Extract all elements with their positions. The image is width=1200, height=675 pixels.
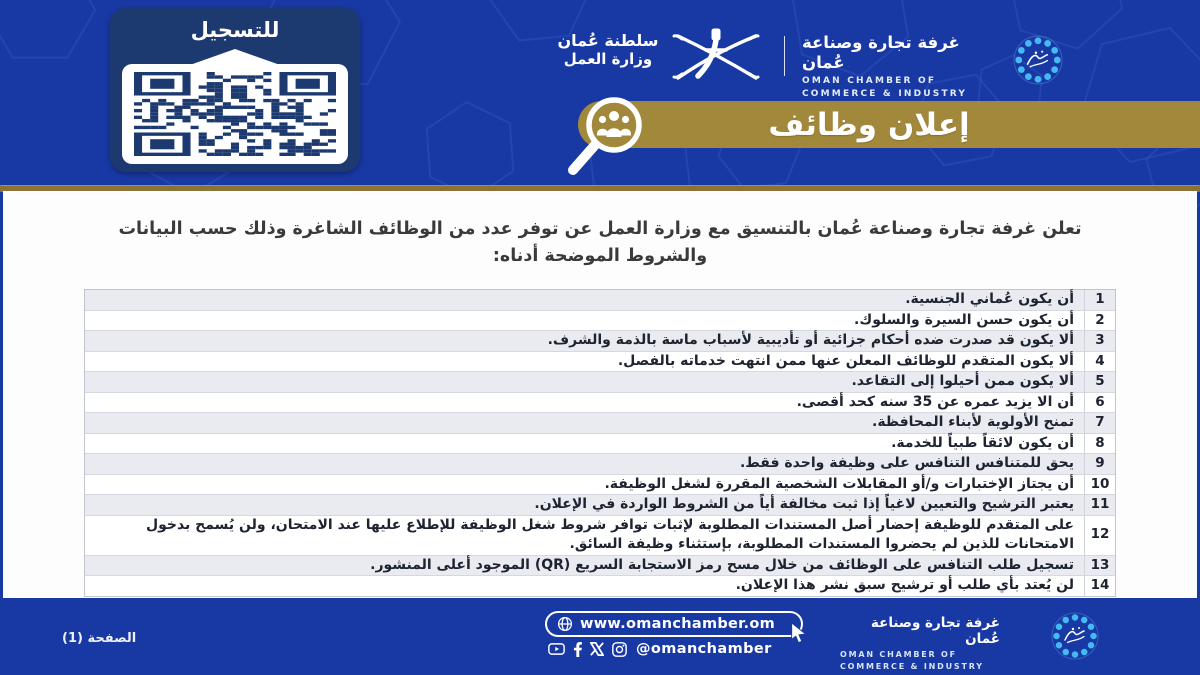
chamber-wordmark (802, 33, 992, 101)
table-row (85, 434, 1115, 455)
footer-chamber-name-english: OMAN CHAMBER OF COMMERCE & INDUSTRY (840, 650, 984, 672)
table-row (85, 495, 1115, 516)
footer-chamber-wordmark (840, 615, 1000, 673)
condition-number: 14 (1084, 576, 1115, 596)
condition-number: 8 (1084, 434, 1115, 454)
table-row (85, 516, 1115, 556)
qr-panel (122, 64, 348, 164)
condition-number: 3 (1084, 331, 1115, 351)
condition-text: أن يكون حسن السيرة والسلوك. (854, 311, 1074, 328)
chamber-roundel-logo (1050, 611, 1100, 661)
instagram-icon[interactable] (612, 642, 627, 657)
condition-text: يحق للمتنافس التنافس على وظيفة واحدة فقط. (739, 455, 1074, 472)
social-handle[interactable]: @omanchamber (636, 641, 772, 657)
table-row (85, 413, 1115, 434)
table-row (85, 290, 1115, 311)
table-row (85, 331, 1115, 352)
condition-number: 9 (1084, 454, 1115, 474)
table-row (85, 454, 1115, 475)
condition-number: 7 (1084, 413, 1115, 433)
qr-badge-label: للتسجيل (190, 18, 280, 42)
footer-chamber-name-arabic: غرفة تجارة وصناعة عُمان (870, 615, 1000, 648)
condition-number: 11 (1084, 495, 1115, 515)
condition-number: 4 (1084, 352, 1115, 372)
table-row (85, 393, 1115, 414)
table-row (85, 311, 1115, 332)
condition-text: ألا يكون المتقدم للوظائف المعلن عنها ممن انتهت خدماته بالفصل. (617, 352, 1074, 369)
ministry-name-line1: سلطنة عُمان (557, 31, 659, 50)
cursor-pointer-icon (789, 622, 809, 644)
condition-number: 5 (1084, 372, 1115, 392)
chamber-name-english: OMAN CHAMBER OF COMMERCE & INDUSTRY (802, 75, 968, 99)
condition-text: تسجيل طلب التنافس على الوظائف من خلال مسح رمز الاستجابة السريع (QR) الموجود أعلى المنشور. (370, 556, 1074, 573)
header-divider (784, 36, 785, 76)
condition-number: 6 (1084, 393, 1115, 413)
condition-text: يعتبر الترشيح والتعيين لاغياً إذا ثبت مخالفة أياً من الشروط الواردة في الإعلان. (534, 496, 1074, 513)
condition-text: أن يكون لائقاً طبياً للخدمة. (891, 434, 1074, 451)
chamber-roundel-logo (1012, 34, 1064, 86)
ministry-name-line2: وزارة العمل (563, 50, 653, 69)
youtube-icon[interactable] (548, 642, 565, 656)
content-panel (3, 191, 1197, 598)
condition-text: ألا يكون ممن أحيلوا إلى التقاعد. (851, 373, 1074, 390)
facebook-icon[interactable] (573, 642, 582, 657)
registration-qr-badge[interactable] (110, 8, 360, 172)
intro-paragraph: تعلن غرفة تجارة وصناعة عُمان بالتنسيق مع وزارة العمل عن توفر عدد من الوظائف الشاغرة وذلك حسب البيانات والشروط الموضحة أدناه: (118, 219, 1082, 266)
footer-bar (0, 598, 1200, 675)
chamber-name-arabic: غرفة تجارة وصناعة عُمان (802, 33, 960, 72)
condition-number: 2 (1084, 311, 1115, 331)
condition-text: على المتقدم للوظيفة إحضار أصل المستندات المطلوبة لإثبات توافر شروط شغل الوظيفة للإطلاع عليها عند الامتحان، ولن يُسمح بدخول الامتحانات للذين لم يحضروا المستندات المطلوبة، بإستثناء وظيفة السائق. (145, 516, 1074, 553)
condition-number: 13 (1084, 556, 1115, 576)
table-row (85, 372, 1115, 393)
table-row (85, 352, 1115, 373)
condition-text: تمنح الأولوية لأبناء المحافظة. (872, 414, 1074, 431)
website-url: www.omanchamber.om (580, 616, 776, 632)
condition-number: 1 (1084, 290, 1115, 310)
table-row (85, 576, 1115, 596)
condition-number: 10 (1084, 475, 1115, 495)
qr-code[interactable] (134, 72, 336, 156)
jobs-search-magnifier-icon (562, 88, 654, 184)
condition-text: لن يُعتد بأي طلب أو ترشيح سبق نشر هذا الإعلان. (735, 577, 1074, 594)
condition-number: 12 (1084, 516, 1115, 555)
oman-national-emblem-icon (668, 26, 764, 86)
globe-icon (557, 616, 573, 632)
x-icon[interactable] (590, 642, 604, 656)
condition-text: ألا يكون قد صدرت ضده أحكام جزائية أو تأديبية لأسباب ماسة بالذمة والشرف. (547, 332, 1074, 349)
condition-text: أن يجتاز الإختبارات و/أو المقابلات الشخصية المقررة لشغل الوظيفة. (604, 475, 1074, 492)
table-row (85, 475, 1115, 496)
table-row (85, 556, 1115, 577)
social-media-row (548, 641, 772, 657)
condition-text: أن يكون عُماني الجنسية. (905, 291, 1074, 308)
ministry-of-labour-logo (552, 32, 664, 68)
condition-text: أن الا يزيد عمره عن 35 سنه كحد أقصى. (796, 393, 1074, 410)
banner-title: إعلان وظائف (768, 106, 970, 143)
website-link[interactable] (545, 611, 803, 637)
jobs-banner (578, 101, 1200, 148)
page-number-label: الصفحة (1) (62, 631, 137, 646)
social-icons[interactable] (548, 642, 627, 657)
conditions-table (84, 289, 1116, 597)
